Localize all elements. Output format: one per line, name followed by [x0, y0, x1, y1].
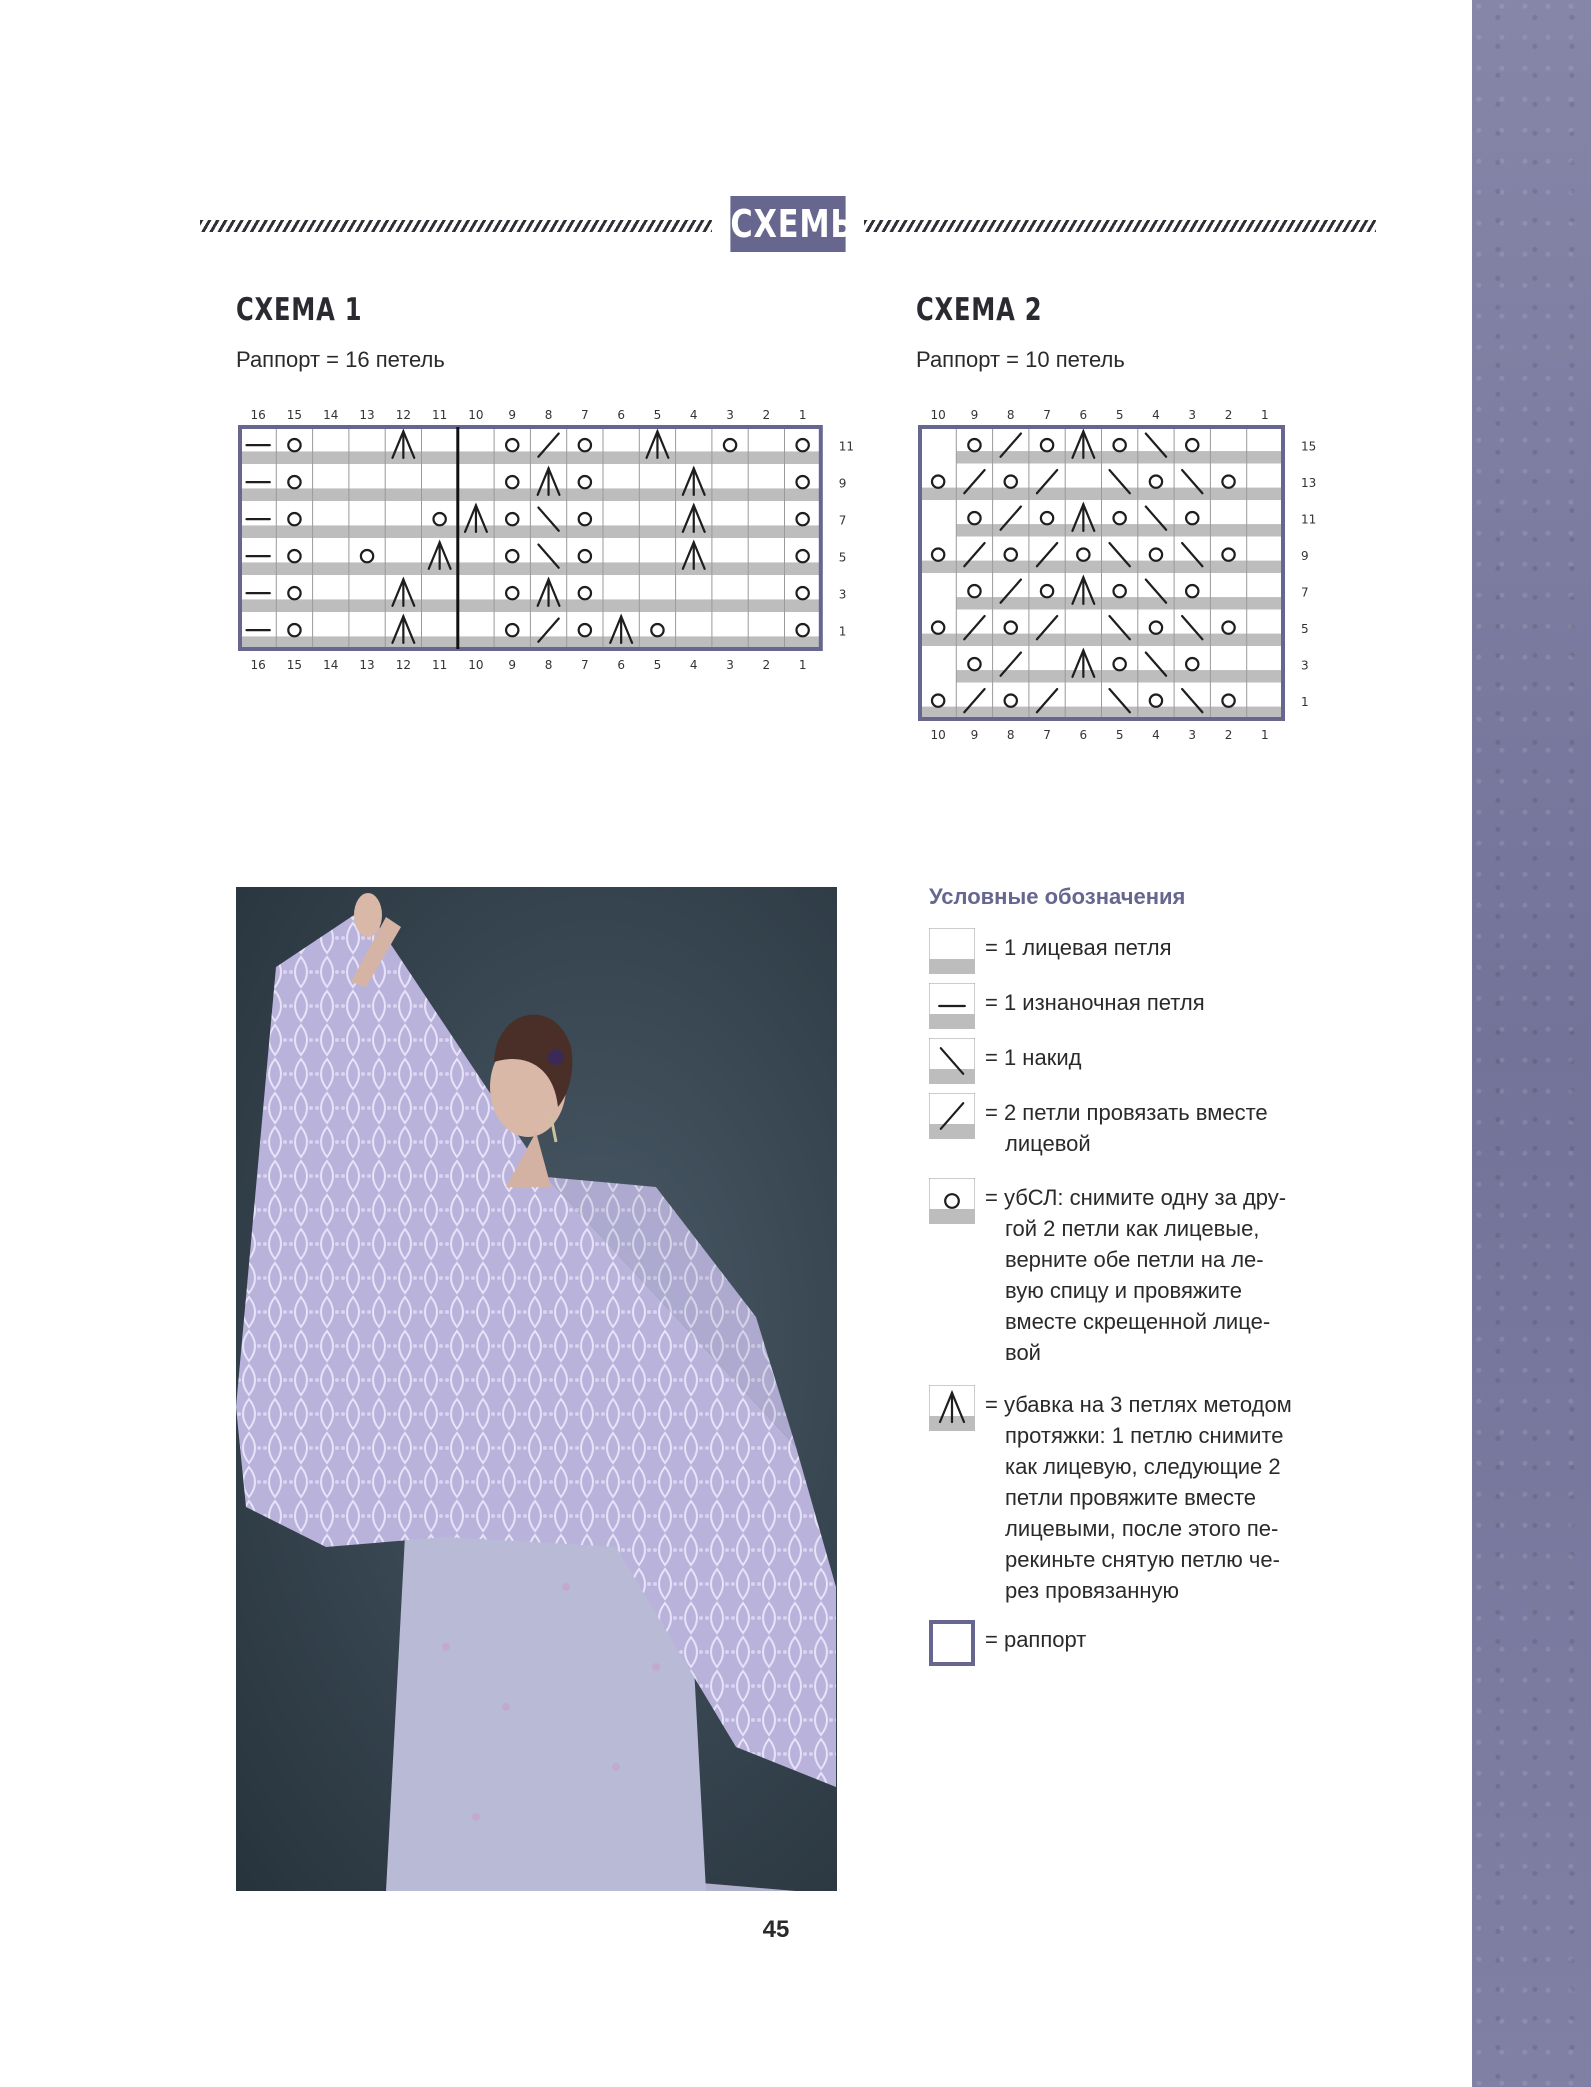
chart1-col-label-top: 10	[468, 408, 484, 422]
chart2-col-label-bottom: 10	[930, 728, 946, 742]
chart1-row-label: 3	[838, 587, 847, 602]
repeat-frame	[931, 1622, 973, 1664]
chart1-col-label-bottom: 13	[359, 658, 375, 672]
chart2-col-label-bottom: 7	[1043, 728, 1051, 742]
section-title: СХЕМЫ	[730, 196, 845, 252]
chart2-empty-cell	[920, 646, 956, 683]
shawl-photo-illustration	[236, 887, 837, 1891]
chart1-col-label-bottom: 5	[653, 658, 662, 672]
chart2-col-label-bottom: 4	[1152, 728, 1160, 742]
chart1-col-label-top: 1	[798, 408, 807, 422]
chart2-empty-cell	[920, 500, 956, 537]
scheme2-title: СХЕМА 2	[916, 292, 1043, 328]
chart2-col-label-bottom: 6	[1079, 728, 1088, 742]
purl-icon	[929, 983, 975, 1029]
yarn-over-icon	[929, 1038, 975, 1084]
chart2-row-label: 1	[1301, 694, 1309, 709]
header-hatch-right	[864, 220, 1376, 232]
chart2-row-label: 9	[1301, 548, 1309, 563]
chart2-row-label: 5	[1301, 621, 1309, 636]
legend-text: = раппорт	[985, 1627, 1087, 1652]
swatch-stripe	[929, 1209, 975, 1224]
header-hatch-left	[200, 220, 712, 232]
chart2-col-label-top: 1	[1261, 408, 1269, 422]
knit-icon	[929, 928, 975, 974]
chart1-col-label-top: 16	[250, 408, 266, 422]
legend-text: = 1 изнаночная петля	[985, 990, 1205, 1015]
section-header	[200, 196, 1376, 256]
chart2-row-label: 15	[1301, 439, 1317, 454]
chart2-col-label-bottom: 1	[1261, 728, 1269, 742]
scheme2-chart	[910, 400, 1330, 760]
chart1-col-label-bottom: 12	[395, 658, 411, 672]
chart1-col-label-bottom: 10	[468, 658, 484, 672]
legend-text: = убСЛ: снимите одну за дру- гой 2 петли как лицевые, верните обе петли на ле- вую спицу и провяжите вместе скрещенной лице- вой	[985, 1185, 1287, 1365]
repeat-icon	[929, 1620, 975, 1666]
legend-text: = 2 петли провязать вместе лицевой	[985, 1100, 1268, 1156]
chart1-col-label-top: 5	[653, 408, 662, 422]
chart1-col-label-bottom: 4	[689, 658, 698, 672]
chart2-col-label-top: 3	[1188, 408, 1197, 422]
chart1-col-label-bottom: 16	[250, 658, 266, 672]
chart2-col-label-bottom: 2	[1224, 728, 1233, 742]
chart1-col-label-bottom: 11	[432, 658, 448, 672]
chart1-row-label: 11	[838, 439, 855, 454]
legend-text: = 1 лицевая петля	[985, 935, 1172, 960]
swatch-stripe	[929, 959, 975, 974]
chart2-empty-cell	[920, 573, 956, 610]
chart2-col-label-bottom: 8	[1006, 728, 1015, 742]
scheme1-title: СХЕМА 1	[236, 292, 363, 328]
chart1-row-label: 7	[838, 513, 847, 528]
chart1-col-label-top: 12	[395, 408, 411, 422]
chart2-col-label-top: 6	[1079, 408, 1088, 422]
chart1-col-label-bottom: 2	[762, 658, 771, 672]
chart1-col-label-top: 13	[359, 408, 375, 422]
chart1-col-label-top: 11	[432, 408, 448, 422]
page-number: 45	[762, 1916, 790, 1943]
scheme2-rapport: Раппорт = 10 петель	[916, 347, 1125, 372]
chart1-col-label-top: 2	[762, 408, 771, 422]
chart1-col-label-bottom: 7	[581, 658, 589, 672]
chart2-empty-cell	[920, 427, 956, 464]
chart1-col-label-top: 4	[689, 408, 698, 422]
chart2-col-label-top: 9	[970, 408, 979, 422]
chart1-col-label-bottom: 1	[798, 658, 807, 672]
dec3-icon	[929, 1385, 975, 1431]
chart1-col-label-top: 8	[544, 408, 553, 422]
chart2-col-label-top: 10	[930, 408, 946, 422]
chart2-row-label: 7	[1301, 585, 1309, 600]
legend-title: Условные обозначения	[929, 884, 1186, 909]
decorative-side-strip	[1472, 0, 1591, 2087]
chart2-row-label: 3	[1301, 658, 1309, 673]
chart1-col-label-bottom: 6	[617, 658, 625, 672]
ssk-icon	[929, 1178, 975, 1224]
chart2-col-label-top: 4	[1152, 408, 1160, 422]
chart1-col-label-bottom: 3	[726, 658, 734, 672]
chart1-row-label: 9	[838, 476, 847, 491]
chart2-col-label-top: 2	[1224, 408, 1233, 422]
legend-text: = 1 накид	[985, 1045, 1082, 1070]
shawl-photo	[236, 887, 837, 1891]
k2tog-icon	[929, 1093, 975, 1139]
chart2-col-label-top: 7	[1043, 408, 1051, 422]
chart1-col-label-top: 15	[286, 408, 303, 422]
chart1-col-label-top: 9	[508, 408, 517, 422]
chart1-col-label-top: 6	[617, 408, 625, 422]
legend-text: = убавка на 3 петлях методом протяжки: 1 петлю снимите как лицевую, следующие 2 петли провяжите вместе лицевыми, после этого пе- рекиньте снятую петлю че- рез провязанную	[985, 1392, 1292, 1603]
chart1-col-label-bottom: 14	[323, 658, 339, 672]
chart2-col-label-bottom: 5	[1115, 728, 1124, 742]
chart2-col-label-bottom: 3	[1188, 728, 1197, 742]
chart2-col-label-top: 5	[1115, 408, 1124, 422]
scheme1-chart	[230, 400, 855, 680]
chart1-row-label: 1	[838, 624, 847, 639]
swatch-stripe	[929, 1069, 975, 1084]
chart1-col-label-top: 3	[726, 408, 734, 422]
chart2-row-label: 13	[1301, 475, 1317, 490]
chart2-col-label-bottom: 9	[970, 728, 979, 742]
swatch-stripe	[929, 1014, 975, 1029]
scheme1-rapport: Раппорт = 16 петель	[236, 347, 445, 372]
chart2-row-label: 11	[1301, 512, 1317, 527]
chart1-col-label-bottom: 9	[508, 658, 517, 672]
swatch-stripe	[929, 1124, 975, 1139]
chart2-col-label-top: 8	[1006, 408, 1015, 422]
chart1-col-label-bottom: 8	[544, 658, 553, 672]
chart1-col-label-top: 7	[581, 408, 589, 422]
chart1-row-label: 5	[838, 550, 847, 565]
chart1-col-label-bottom: 15	[286, 658, 303, 672]
chart1-col-label-top: 14	[323, 408, 339, 422]
